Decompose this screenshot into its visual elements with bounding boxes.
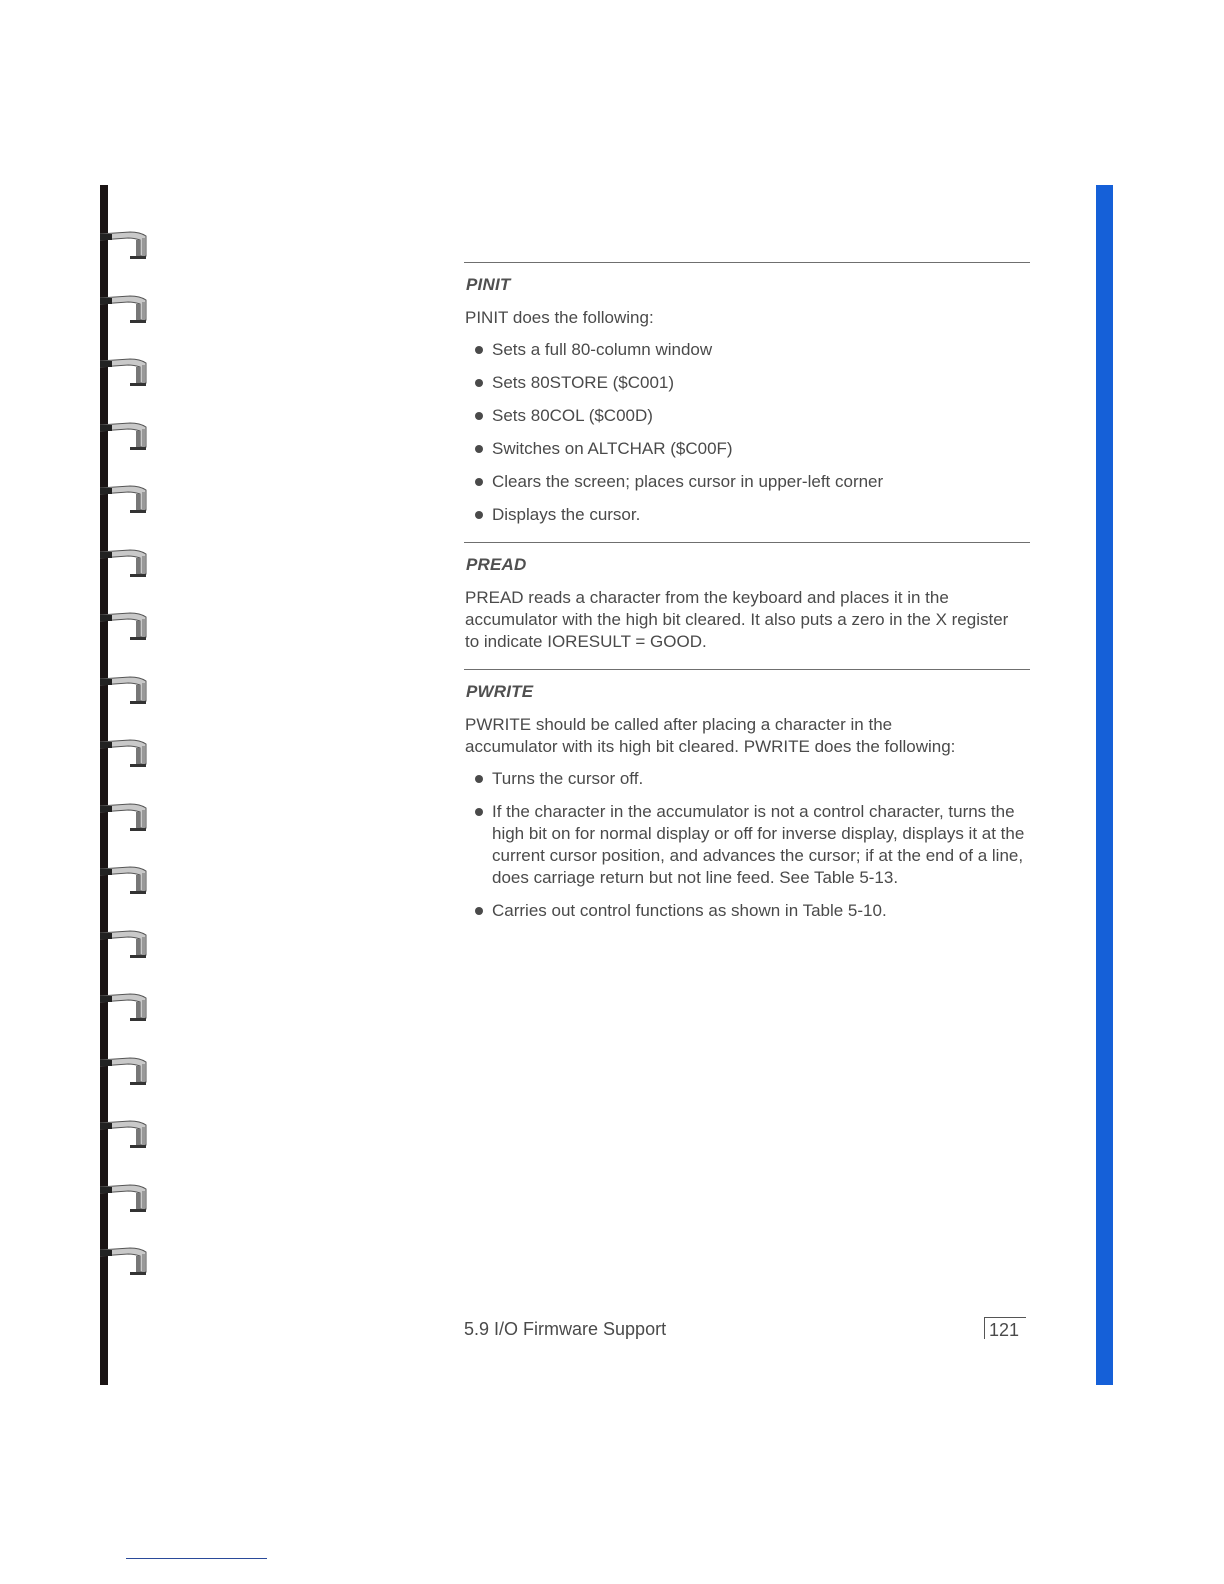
list-item: Sets a full 80-column window	[464, 339, 1030, 361]
section-intro-pwrite: PWRITE should be called after placing a character in the accumulator with its high bit cleared. PWRITE does the following:	[465, 715, 956, 756]
section-intro-pinit: PINIT does the following:	[465, 308, 654, 327]
bullet-icon	[475, 445, 483, 453]
binding-ring	[100, 988, 150, 1022]
blue-edge-tab	[1096, 185, 1113, 1385]
section-pinit	[464, 262, 1030, 526]
section-pwrite	[464, 669, 1030, 922]
section-title-pinit: PINIT	[466, 275, 511, 294]
binding-ring	[100, 353, 150, 387]
binding-ring	[100, 290, 150, 324]
binding-ring	[100, 671, 150, 705]
bullet-icon	[475, 808, 483, 816]
bullet-icon	[475, 775, 483, 783]
bullet-icon	[475, 511, 483, 519]
binding-ring	[100, 607, 150, 641]
section-rule	[464, 669, 1030, 670]
bullet-icon	[475, 907, 483, 915]
list-item: Clears the screen; places cursor in upper-left corner	[464, 471, 1030, 493]
page-number: 121	[984, 1317, 1026, 1339]
list-item: Sets 80COL ($C00D)	[464, 405, 1030, 427]
list-item: Switches on ALTCHAR ($C00F)	[464, 438, 1030, 460]
list-item: If the character in the accumulator is not a control character, turns the high bit on for normal display or off for inverse display, displays it at the current cursor position, and advances the cursor; if at the end of a line, does carriage return but not line feed. See Table 5-13.	[464, 801, 1028, 889]
section-title-pread: PREAD	[466, 555, 527, 574]
bullet-list-pwrite	[464, 768, 1030, 922]
section-pread	[464, 542, 1030, 653]
section-body-pread: PREAD reads a character from the keyboard and places it in the accumulator with the high bit cleared. It also puts a zero in the X register to indicate IORESULT = GOOD.	[465, 588, 1009, 651]
section-rule	[464, 262, 1030, 263]
bullet-icon	[475, 379, 483, 387]
scan-edge-line	[126, 1558, 267, 1559]
bullet-icon	[475, 346, 483, 354]
binding-ring	[100, 1179, 150, 1213]
binding-ring	[100, 544, 150, 578]
binding-ring	[100, 1242, 150, 1276]
bullet-icon	[475, 478, 483, 486]
bullet-list-pinit	[464, 339, 1030, 526]
binding-ring	[100, 861, 150, 895]
list-item: Turns the cursor off.	[464, 768, 1030, 790]
section-title-pwrite: PWRITE	[466, 682, 534, 701]
binding-ring	[100, 734, 150, 768]
binding-ring	[100, 925, 150, 959]
binding-ring	[100, 1052, 150, 1086]
list-item: Displays the cursor.	[464, 504, 1030, 526]
binding-ring	[100, 417, 150, 451]
section-rule	[464, 542, 1030, 543]
page-content	[464, 262, 1030, 933]
binding-ring	[100, 1115, 150, 1149]
bullet-icon	[475, 412, 483, 420]
footer-section-title: 5.9 I/O Firmware Support	[464, 1319, 667, 1339]
list-item: Sets 80STORE ($C001)	[464, 372, 1030, 394]
binding-ring	[100, 226, 150, 260]
list-item: Carries out control functions as shown in Table 5-10.	[464, 900, 1030, 922]
binding-ring	[100, 480, 150, 514]
binding-ring	[100, 798, 150, 832]
